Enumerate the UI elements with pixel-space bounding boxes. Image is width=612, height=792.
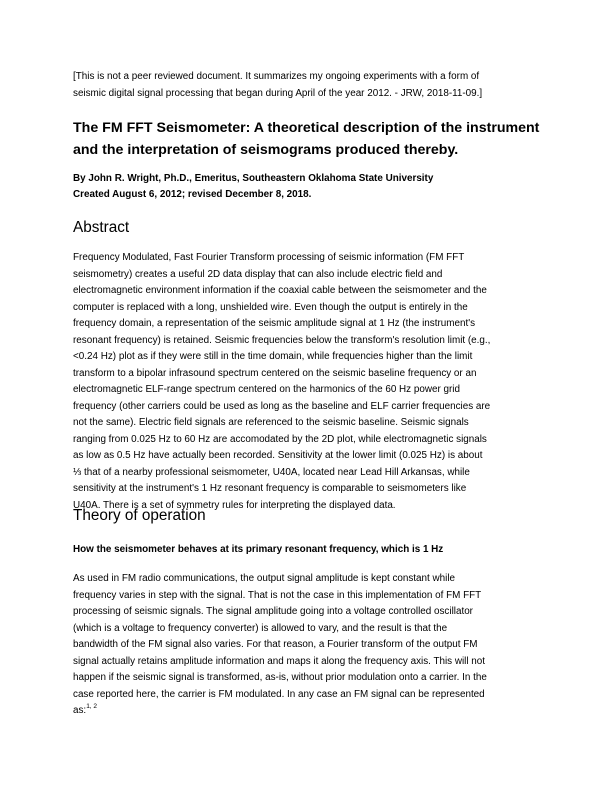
abstract-line: Frequency Modulated, Fast Fourier Transform processing of seismic information (FM FFT (73, 252, 465, 263)
theory-last-text: as: (73, 705, 87, 716)
abstract-line: frequency (other carriers could be used as long as the baseline and ELF carrier frequencies are (73, 400, 491, 412)
theory-subheading: How the seismometer behaves at its primary resonant frequency, which is 1 Hz (73, 544, 444, 555)
footnote-reference[interactable]: 1, 2 (86, 703, 98, 710)
abstract-line: frequency domain, a representation of the seismic amplitude signal at 1 Hz (the instrument's (73, 318, 476, 329)
abstract-line: resonant frequency) is retained. Seismic frequencies below the transform's resolution limit (e.g., (73, 334, 491, 346)
abstract-line: electromagnetic environment information if the coaxial cable between the seismometer and the (73, 285, 487, 296)
theory-line: frequency varies in step with the signal. That is not the case in this implementation of FM FFT (73, 589, 482, 601)
author-line: By John R. Wright, Ph.D., Emeritus, Southeastern Oklahoma State University (73, 173, 434, 184)
date-line: Created August 6, 2012; revised December 8, 2018. (73, 188, 312, 200)
abstract-line: <0.24 Hz) plot as if they were still in the time domain, while frequencies higher than the limit (73, 351, 473, 362)
theory-line: As used in FM radio communications, the output signal amplitude is kept constant while (73, 573, 456, 584)
theory-paragraph (73, 571, 541, 720)
abstract-line: ranging from 0.025 Hz to 60 Hz are accomodated by the 2D plot, while electromagnetic signals (73, 433, 487, 445)
theory-line: signal actually retains amplitude information and maps it along the frequency axis. This will not (73, 655, 486, 667)
theory-line: (which is a voltage to frequency converter) is allowed to vary, and the result is that the (73, 622, 448, 634)
theory-heading: Theory of operation (73, 507, 206, 524)
abstract-line: as low as 0.5 Hz have actually been recorded. Sensitivity at the lower limit (0.025 Hz) is about (73, 450, 483, 461)
paper-title (73, 118, 541, 161)
abstract-line: U40A. There is a set of symmetry rules for interpreting the displayed data. (73, 499, 396, 511)
abstract-line: not the same). Electric field signals are referenced to the seismic baseline. Seismic signals (73, 417, 469, 428)
theory-line: happen if the seismic signal is transformed, as-is, without prior modulation onto a carrier. In the (73, 672, 487, 683)
note-line: seismic digital signal processing that began during April of the year 2012. - JRW, 2018-11-09.] (73, 88, 483, 100)
abstract-paragraph (73, 250, 541, 514)
author-byline (73, 171, 541, 202)
abstract-line: sensitivity at the instrument's 1 Hz resonant frequency is comparable to seismometers like (73, 483, 467, 494)
theory-line: processing of seismic signals. The signal amplitude going into a voltage controlled oscillator (73, 606, 473, 617)
title-line: The FM FFT Seismometer: A theoretical description of the instrument (73, 120, 540, 136)
abstract-line: electromagnetic ELF-range spectrum centered on the harmonics of the 60 Hz power grid (73, 384, 460, 395)
theory-line-last (73, 703, 541, 720)
abstract-heading: Abstract (73, 219, 130, 236)
abstract-line: seismometry) creates a useful 2D data display that can also include electric field and (73, 268, 443, 280)
preface-note (73, 68, 541, 102)
theory-line: bandwidth of the FM signal also varies. For that reason, a Fourier transform of the output FM (73, 639, 478, 650)
abstract-line: transform to a bipolar infrasound spectrum centered on the seismic baseline frequency or an (73, 367, 477, 379)
abstract-line: computer is replaced with a long, unshielded wire. Even though the output is entirely in the (73, 301, 468, 313)
theory-line: case reported here, the carrier is FM modulated. In any case an FM signal can be represented (73, 688, 485, 700)
abstract-line: ⅓ that of a nearby professional seismometer, U40A, located near Lead Hill Arkansas, while (73, 466, 470, 478)
title-line: and the interpretation of seismograms produced thereby. (73, 141, 459, 158)
note-line: [This is not a peer reviewed document. It summarizes my ongoing experiments with a form of (73, 71, 480, 82)
